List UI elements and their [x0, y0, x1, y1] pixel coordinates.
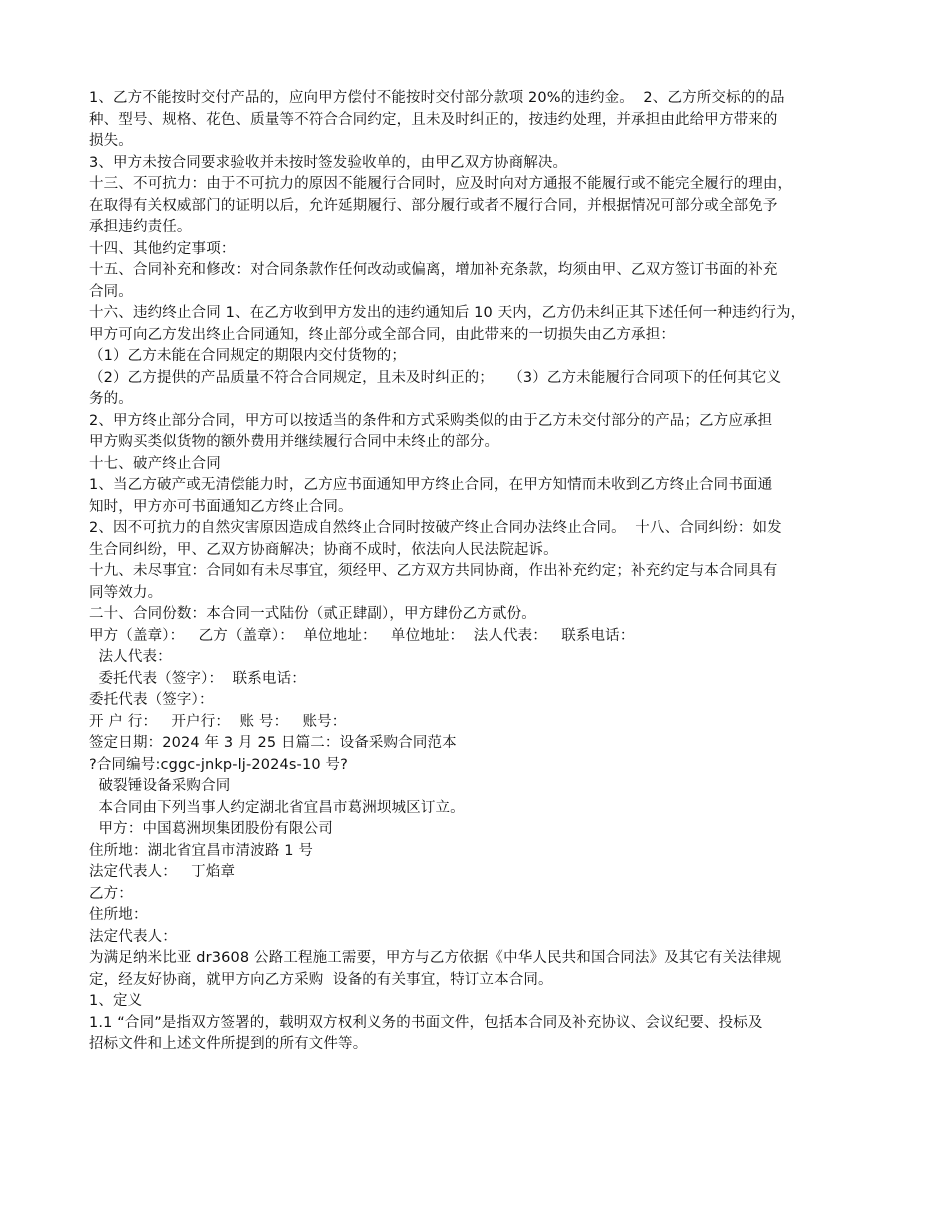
- document-line: 务的。: [89, 391, 133, 407]
- document-line: 3、甲方未按合同要求验收并未按时签发验收单的，由甲乙双方协商解决。: [89, 154, 568, 171]
- document-line: 合同。: [89, 283, 133, 300]
- document-line: 定，经友好协商，就甲方向乙方采购 设备的有关事宜，特订立本合同。: [89, 971, 553, 988]
- document-line: 二十、合同份数：本合同一式陆份（贰正肆副），甲方肆份乙方贰份。: [89, 606, 536, 622]
- document-line: 乙方：: [89, 885, 133, 902]
- document-line: 1.1 “合同”是指双方签署的，载明双方权利义务的书面文件，包括本合同及补充协议、会议纪要、投标及: [89, 1014, 763, 1031]
- document-line: 法定代表人： 丁焰章: [89, 864, 236, 880]
- document-line: 住所地：: [89, 907, 148, 923]
- document-line: ?合同编号:cggc-jnkp-lj-2024s-10 号?: [89, 756, 348, 773]
- document-line: 十九、未尽事宜：合同如有未尽事宜，须经甲、乙方双方共同协商，作出补充约定；补充约定与本合同具有: [89, 563, 778, 579]
- document-line: 在取得有关权威部门的证明以后，允许延期履行、部分履行或者不履行合同，并根据情况可部分或全部免予: [89, 197, 778, 214]
- document-line: 破裂锤设备采购合同: [89, 778, 231, 794]
- document-body: [89, 88, 879, 1056]
- document-line: 法人代表：: [89, 649, 172, 665]
- document-line: 同等效力。: [89, 584, 163, 601]
- document-line: 2、甲方终止部分合同，甲方可以按适当的条件和方式采购类似的由于乙方未交付部分的产品；乙方应承担: [89, 412, 773, 429]
- document-line: 十五、合同补充和修改：对合同条款作任何改动或偏离，增加补充条款，均须由甲、乙双方签订书面的补充: [89, 262, 778, 278]
- document-line: 甲方购买类似货物的额外费用并继续履行合同中未终止的部分。: [89, 434, 500, 450]
- document-line: 承担违约责任。: [89, 219, 192, 235]
- document-line: 损失。: [89, 133, 133, 149]
- document-line: 2、因不可抗力的自然灾害原因造成自然终止合同时按破产终止合同办法终止合同。 十八、合同纠纷：如发: [89, 520, 782, 536]
- document-line: 委托代表（签字）：: [89, 692, 214, 708]
- document-line: （2）乙方提供的产品质量不符合合同规定，且未及时纠正的； （3）乙方未能履行合同项下的任何其它义: [89, 369, 782, 386]
- document-line: 甲方：中国葛洲坝集团股份有限公司: [89, 821, 333, 837]
- document-line: 住所地：湖北省宜昌市清波路 1 号: [89, 842, 313, 859]
- document-line: （1）乙方未能在合同规定的期限内交付货物的；: [89, 348, 407, 364]
- document-line: 十三、不可抗力：由于不可抗力的原因不能履行合同时，应及时向对方通报不能履行或不能完全履行的理由，: [89, 176, 793, 192]
- document-line: 签定日期：2024 年 3 月 25 日篇二：设备采购合同范本: [89, 735, 457, 751]
- document-line: 十四、其他约定事项：: [89, 240, 236, 257]
- document-line: 生合同纠纷，甲、乙双方协商解决；协商不成时，依法向人民法院起诉。: [89, 541, 558, 558]
- document-line: 委托代表（签字）： 联系电话：: [89, 670, 306, 687]
- document-line: 1、当乙方破产或无清偿能力时，乙方应书面通知甲方终止合同，在甲方知情而未收到乙方终止合同书面通: [89, 477, 773, 493]
- document-line: 种、型号、规格、花色、质量等不符合合同约定，且未及时纠正的，按违约处理，并承担由此给甲方带来的: [89, 111, 778, 128]
- document-line: 十七、破产终止合同: [89, 455, 221, 472]
- document-line: 本合同由下列当事人约定湖北省宜昌市葛洲坝城区订立。: [89, 799, 465, 816]
- document-line: 1、乙方不能按时交付产品的，应向甲方偿付不能按时交付部分款项 20%的违约金。 2、乙方所交标的的品: [89, 90, 785, 106]
- document-line: 为满足纳米比亚 dr3608 公路工程施工需要，甲方与乙方依据《中华人民共和国合同法》及其它有关法律规: [89, 950, 782, 966]
- document-line: 十六、违约终止合同 1、在乙方收到甲方发出的违约通知后 10 天内，乙方仍未纠正其下述任何一种违约行为，: [89, 305, 806, 321]
- document-line: 知时，甲方亦可书面通知乙方终止合同。: [89, 498, 353, 515]
- document-line: 招标文件和上述文件所提到的所有文件等。: [89, 1036, 368, 1052]
- document-line: 1、定义: [89, 993, 143, 1009]
- document-line: 甲方（盖章）： 乙方（盖章）： 单位地址： 单位地址： 法人代表： 联系电话：: [89, 627, 635, 644]
- document-line: 开 户 行： 开户行： 账 号： 账号：: [89, 713, 347, 730]
- document-line: 法定代表人：: [89, 928, 177, 945]
- document-line: 甲方可向乙方发出终止合同通知，终止部分或全部合同，由此带来的一切损失由乙方承担：: [89, 326, 675, 343]
